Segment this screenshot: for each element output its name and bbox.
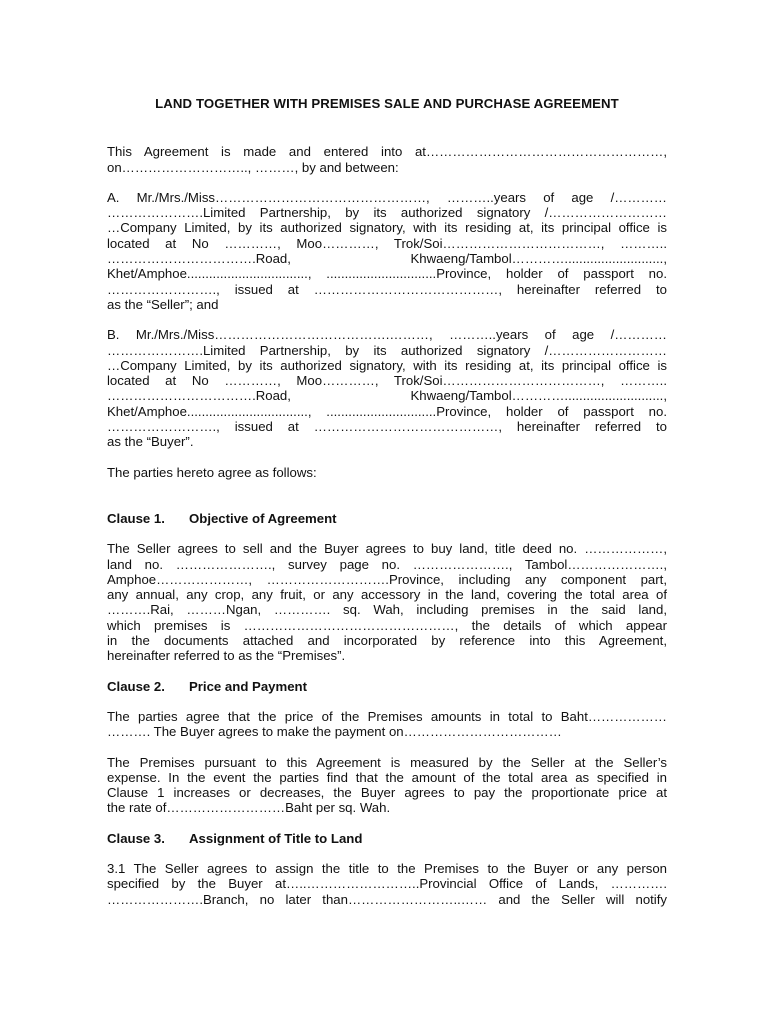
text-line: …Company Limited, by its authorized signatory, with its residing at, its principal office is — [107, 357, 667, 373]
text-line: This Agreement is made and entered into at………………………………………………, — [107, 144, 667, 160]
text-line: A. Mr./Mrs./Miss…………………………………………, ………..years of age /………… — [107, 189, 667, 205]
text-line: ………………….Limited Partnership, by its authorized signatory /……………………… — [107, 342, 667, 358]
text-line: …………………………….Road, Khwaeng/Tambol…………..........................., — [107, 251, 667, 267]
text-line: …Company Limited, by its authorized signatory, with its residing at, its principal office is — [107, 220, 667, 236]
text-line: specified by the Buyer at…..……………………..Provincial Office of Lands, …………. — [107, 876, 667, 892]
text-line: land no. …………………., survey page no. …………………., Tambol…………………., — [107, 556, 667, 572]
text-line: ……………………., issued at ……………………………………, hereinafter referred to — [107, 419, 667, 435]
clause-2-heading — [107, 679, 667, 694]
clause-number: Clause 2. — [107, 678, 165, 694]
text-line: Khet/Amphoe................................., ..............................Province, holder of passport no. — [107, 403, 667, 419]
clause-title: Objective of Agreement — [189, 510, 337, 526]
clause-3-heading — [107, 831, 667, 846]
text-line: The Seller agrees to sell and the Buyer agrees to buy land, title deed no. ………………, — [107, 541, 667, 557]
clause-1-paragraph — [107, 541, 667, 663]
text-line: the rate of………………………Baht per sq. Wah. — [107, 800, 391, 816]
document-title: LAND TOGETHER WITH PREMISES SALE AND PURCHASE AGREEMENT — [155, 96, 619, 111]
clause-title: Assignment of Title to Land — [189, 830, 363, 846]
text-line: Khet/Amphoe................................., ..............................Province, holder of passport no. — [107, 266, 667, 282]
text-line: …………………………….Road, Khwaeng/Tambol…………..........................., — [107, 388, 667, 404]
text-line: as the “Seller”; and — [107, 296, 219, 312]
text-line: as the “Buyer”. — [107, 434, 194, 450]
text-line: ……….Rai, ………Ngan, …………. sq. Wah, including premises in the said land, — [107, 602, 667, 618]
clause-number: Clause 3. — [107, 830, 165, 846]
clause-3-paragraph — [107, 861, 667, 907]
text-line: ……………………., issued at ……………………………………, hereinafter referred to — [107, 281, 667, 297]
party-b-paragraph — [107, 327, 667, 449]
text-line: Clause 1 increases or decreases, the Buyer agrees to pay the proportionate price at — [107, 785, 667, 801]
text-line: in the documents attached and incorporated by reference into this Agreement, — [107, 633, 667, 649]
text-line: expense. In the event the parties find that the amount of the total area as specified in — [107, 769, 667, 785]
text-line: ………………….Branch, no later than……………………..…… and the Seller will notify — [107, 891, 667, 907]
text-line: The parties agree that the price of the Premises amounts in total to Baht……………… — [107, 708, 667, 724]
agree-line: The parties hereto agree as follows: — [107, 464, 317, 480]
clause-number: Clause 1. — [107, 510, 165, 526]
text-line: located at No …………, Moo…………, Trok/Soi………………………………, ……….. — [107, 373, 667, 389]
document-page — [107, 96, 667, 907]
clause-1-heading — [107, 511, 667, 526]
text-line: which premises is …………………………………………, the details of which appear — [107, 617, 667, 633]
text-line: ………………….Limited Partnership, by its authorized signatory /……………………… — [107, 205, 667, 221]
clause-2-price-paragraph — [107, 709, 667, 740]
intro-paragraph — [107, 144, 667, 175]
text-line: any annual, any crop, any fruit, or any accessory in the land, covering the total area of — [107, 587, 667, 603]
clause-title: Price and Payment — [189, 678, 308, 694]
text-line: located at No …………, Moo…………, Trok/Soi………………………………, ……….. — [107, 235, 667, 251]
party-a-paragraph — [107, 190, 667, 312]
text-line: B. Mr./Mrs./Miss………………………………….………, ………..years of age /………… — [107, 327, 667, 343]
text-line: Amphoe…………………, ……………………….Province, including any component part, — [107, 571, 667, 587]
text-line: hereinafter referred to as the “Premises”. — [107, 648, 346, 664]
text-line: ………. The Buyer agrees to make the payment on……………………………… — [107, 724, 562, 740]
text-line: on……………………….., ………, by and between: — [107, 159, 399, 175]
clause-2-measure-paragraph — [107, 755, 667, 816]
text-line: The Premises pursuant to this Agreement is measured by the Seller at the Seller’s — [107, 754, 667, 770]
text-line: 3.1 The Seller agrees to assign the title to the Premises to the Buyer or any person — [107, 860, 667, 876]
